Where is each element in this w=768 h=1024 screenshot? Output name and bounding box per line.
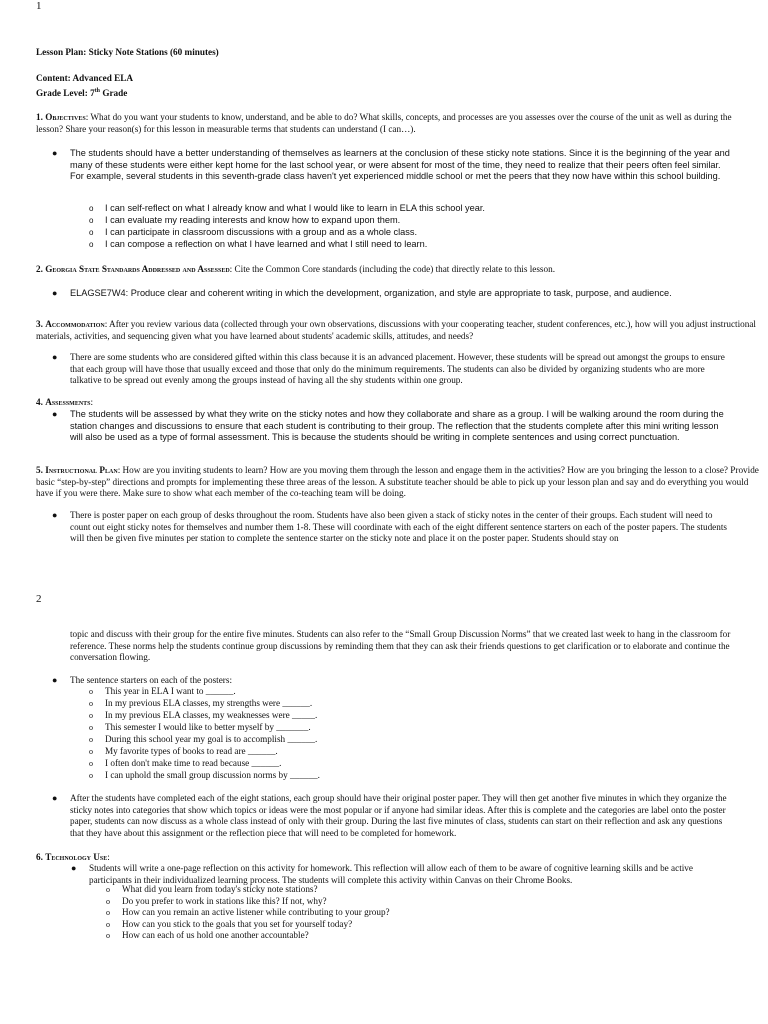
circle-bullet-icon: o — [89, 204, 94, 213]
circle-bullet-icon: o — [89, 240, 94, 249]
list-item — [89, 710, 705, 722]
i-can-item: I can participate in classroom discussions with a group and as a whole class. — [105, 227, 418, 237]
assessments-bullet-text: The students will be assessed by what they write on the sticky notes and how they collaborate and share as a group. I will be walking around the room during the station changes and discussions to ensure that each student is contributing to their group. The reflection that the students complete after this mini writing lesson will also be used as a type of formal assessment. This is because the students should be writing in complete sentences and using correct punctuation. — [70, 409, 724, 443]
section-objectives — [36, 112, 760, 135]
list-item — [106, 930, 722, 942]
list-item — [106, 918, 722, 931]
list-item — [89, 758, 705, 770]
list-item — [89, 203, 725, 215]
content-line: Content: Advanced ELA — [36, 73, 133, 83]
starter-item: During this school year my goal is to accomplish ______. — [105, 734, 318, 744]
i-can-list — [89, 203, 725, 251]
circle-bullet-icon: o — [89, 228, 94, 237]
page-number: 2 — [36, 593, 42, 605]
bullet-icon: ● — [71, 863, 77, 873]
list-item — [106, 895, 722, 908]
section-prompt: : What do you want your students to know, understand, and be able to do? What skills, concepts, and processes are you assesses over the course of the unit as well as during the lesson? Share your reason(s) for this lesson in measurable terms that students can understand (I can…). — [36, 112, 732, 134]
circle-bullet-icon: o — [89, 771, 93, 780]
accommodation-bullet — [52, 352, 730, 387]
list-item — [89, 686, 705, 698]
grade-suffix: Grade — [100, 88, 128, 99]
question-item: What did you learn from today's sticky note stations? — [122, 884, 318, 894]
starters-list — [89, 686, 705, 782]
list-item — [89, 227, 725, 239]
section-heading: Accommodation — [45, 319, 105, 329]
section-instructional-plan — [36, 465, 760, 500]
section-number: 3. — [36, 319, 46, 329]
section-heading: Assessments — [45, 397, 91, 407]
section-heading: Technology Use — [45, 852, 108, 862]
circle-bullet-icon: o — [106, 896, 110, 906]
section-number: 5. — [36, 465, 46, 475]
list-item — [89, 722, 705, 734]
starters-bullet — [52, 675, 730, 687]
after-stations-text: After the students have completed each of the eight stations, each group should have their original poster paper. They will then get another five minutes in which they organize the sticky notes into categories that show which topics or ideas were the most popular or if anyone had similar ideas. After this is complete and the categories are label onto the poster paper, students can now discuss as a whole class instead of only with their group. During the last five minutes of class, students can start on their reflection and ask any questions that they have about this assignment or the reflection piece that will need to be completed for homework. — [70, 793, 727, 838]
circle-bullet-icon: o — [89, 759, 93, 768]
i-can-item: I can self-reflect on what I already know and what I would like to learn in ELA this school year. — [105, 203, 485, 213]
circle-bullet-icon: o — [89, 723, 93, 732]
question-item: How can you stick to the goals that you set for yourself today? — [122, 918, 353, 929]
circle-bullet-icon: o — [89, 699, 93, 708]
bullet-icon: ● — [52, 409, 58, 419]
technology-bullet-text: Students will write a one-page reflection on this activity for homework. This reflection will allow each of them to be aware of cognitive learning skills and be active participants in their individualized learning process. The students will complete this activity within Canvas on their Chrome Books. — [89, 863, 693, 885]
section-technology-use — [36, 852, 760, 864]
section-standards — [36, 264, 760, 276]
circle-bullet-icon: o — [89, 687, 93, 696]
objectives-bullet — [52, 148, 730, 183]
i-can-item: I can compose a reflection on what I have learned and what I still need to learn. — [105, 239, 428, 249]
section-prompt: : Cite the Common Core standards (including the code) that directly relate to this lesson. — [229, 264, 555, 274]
list-item — [89, 215, 725, 227]
list-item — [106, 907, 722, 919]
standards-bullet-text: ELAGSE7W4: Produce clear and coherent writing in which the development, organization, and style are appropriate to task, purpose, and audience. — [70, 288, 672, 298]
lesson-plan-title: Lesson Plan: Sticky Note Stations (60 minutes) — [36, 47, 219, 57]
section-assessments — [36, 397, 760, 409]
starter-item: I often don't make time to read because ______. — [105, 758, 282, 768]
instructional-bullet — [52, 510, 732, 545]
bullet-icon: ● — [52, 510, 58, 520]
question-item: Do you prefer to work in stations like this? If not, why? — [122, 895, 327, 906]
list-item — [89, 698, 705, 710]
section-heading: Georgia State Standards Addressed and Assessed — [45, 264, 230, 274]
circle-bullet-icon: o — [106, 908, 110, 918]
section-prompt: : — [90, 397, 94, 407]
section-number: 1. — [36, 112, 46, 122]
starters-intro: The sentence starters on each of the posters: — [70, 675, 232, 685]
starter-item: I can uphold the small group discussion norms by ______. — [105, 770, 320, 780]
bullet-icon: ● — [52, 675, 58, 685]
circle-bullet-icon: o — [106, 919, 110, 929]
bullet-icon: ● — [52, 288, 58, 298]
section-heading: Instructional Plan — [45, 465, 118, 475]
standards-bullet — [52, 288, 740, 300]
section-accommodation — [36, 319, 760, 342]
circle-bullet-icon: o — [89, 711, 93, 720]
circle-bullet-icon: o — [106, 885, 110, 894]
reflection-questions — [106, 884, 722, 942]
after-stations-bullet — [52, 793, 732, 839]
section-heading: Objectives — [45, 112, 86, 122]
starter-item: This year in ELA I want to ______. — [105, 686, 236, 696]
starter-item: This semester I would like to better myself by _______. — [105, 722, 311, 732]
instructional-continuation: topic and discuss with their group for the entire five minutes. Students can also refer to the “Small Group Discussion Norms” that we created last week to hang in the classroom for reference. These norms help the students continue group discussions by reminding them that they can ask their friends questions to get clarification or to elaborate and continue the conversation flowing. — [70, 629, 731, 663]
starter-item: In my previous ELA classes, my weaknesses were _____. — [105, 710, 318, 720]
circle-bullet-icon: o — [89, 747, 93, 756]
question-item: How can you remain an active listener while contributing to your group? — [122, 907, 390, 918]
technology-bullet — [71, 863, 729, 886]
bullet-icon: ● — [52, 148, 58, 158]
section-number: 6. — [36, 852, 46, 862]
section-prompt: : How are you inviting students to learn? How are you moving them through the lesson and engage them in the activities? How are you bringing the lesson to a close? Provide basic “step-by-step” directions and prompts for implementing these three areas of the lesson. A substitute teacher should be able to pick up your lesson plan and say and do everything you would have if you were there. Make sure to show what each member of the co-teaching team will be doing. — [36, 465, 759, 499]
question-item: How can each of us hold one another accountable? — [122, 930, 309, 941]
section-prompt: : — [107, 852, 110, 862]
list-item — [106, 884, 722, 896]
list-item — [89, 734, 705, 746]
circle-bullet-icon: o — [106, 931, 110, 941]
circle-bullet-icon: o — [89, 216, 94, 225]
i-can-item: I can evaluate my reading interests and know how to expand upon them. — [105, 215, 401, 225]
bullet-icon: ● — [52, 793, 58, 803]
list-item — [89, 746, 705, 758]
section-prompt: : After you review various data (collected through your own observations, discussions with your cooperating teacher, student conferences, etc.), how will you adjust instructional materials, activities, and sequencing given what you have learned about students' academic skills, attitudes, and needs? — [36, 319, 756, 341]
starter-item: In my previous ELA classes, my strengths were ______. — [105, 698, 313, 708]
assessments-bullet — [52, 409, 730, 444]
section-number: 4. — [36, 397, 46, 407]
objectives-bullet-text: The students should have a better understanding of themselves as learners at the conclusion of these sticky note stations. Since it is the beginning of the year and many of these students were either kept home for the last school year, or were absent for most of the time, they need to realize that their peers often feel similar. For example, several students in this seventh-grade class haven't yet experienced middle school or met the peers that they now have within this school building. — [70, 148, 730, 182]
instructional-bullet-text: There is poster paper on each group of desks throughout the room. Students have also been given a stack of sticky notes in the center of their groups. Each student will need to count out eight sticky notes for themselves and number them 1-8. These will coordinate with each of the eight different sentence starters on each of the poster papers. The students will then be given five minutes per station to complete the sentence starter on the sticky note and place it on the poster paper. Students should stay on — [70, 510, 727, 544]
section-number: 2. — [36, 264, 46, 274]
list-item — [89, 770, 705, 782]
circle-bullet-icon: o — [89, 735, 93, 744]
grade-sup: th — [94, 88, 101, 94]
grade-level-line — [36, 86, 127, 100]
grade-level-text: Grade Level: 7 — [36, 88, 95, 99]
accommodation-bullet-text: There are some students who are considered gifted within this class because it is an advanced placement. However, these students will be spread out amongst the groups to ensure that each group will have those that usually exceed and those that only do the minimum requirements. The students can also be divided by organizing students who are more talkative to be spread out evenly among the groups instead of having all the shy students within one group. — [70, 352, 725, 386]
list-item — [89, 239, 725, 251]
bullet-icon: ● — [52, 352, 58, 362]
starter-item: My favorite types of books to read are ______. — [105, 746, 278, 756]
page-number: 1 — [36, 0, 42, 12]
